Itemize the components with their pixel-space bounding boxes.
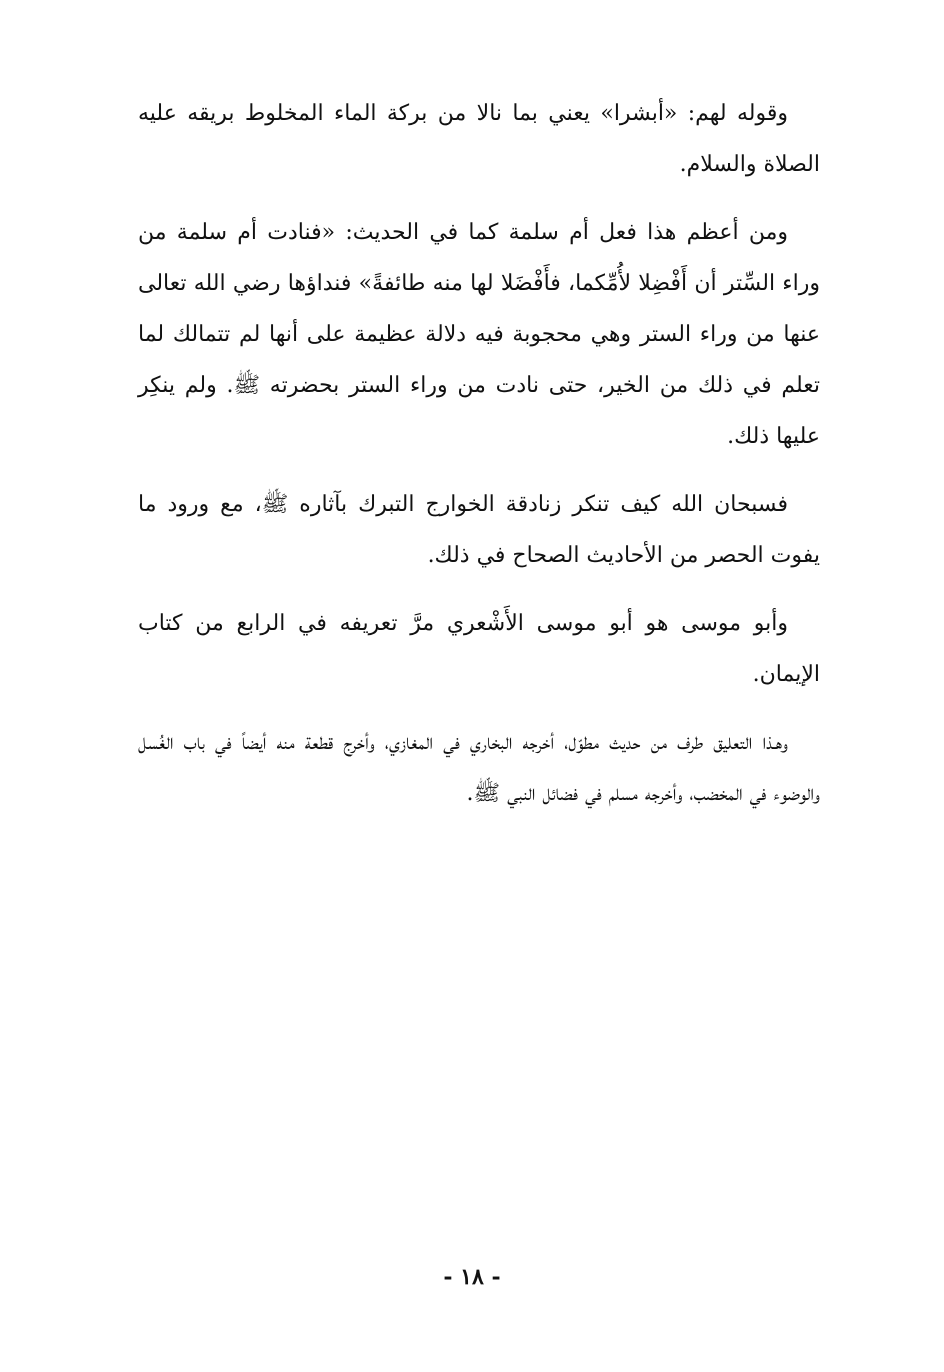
paragraph-3: فسبحان الله كيف تنكر زنادقة الخوارج التبرك بآثاره ﷺ، مع ورود ما يفوت الحصر من الأحاديث الصحاح في ذلك. xyxy=(138,492,820,568)
body-text xyxy=(138,88,820,836)
paragraph-4: وأبو موسى هو أبو موسى الأَشْعري مرَّ تعريفه في الرابع من كتاب الإيمان. xyxy=(138,611,820,687)
paragraph-5: وهـذا التعليق طرف من حديث مطوّل، أخرجه البخاري في المغازي، وأخرج قطعة منه أيضاً في باب الغُسل والوضوء في المخضب، وأخرجه مسلم في فضائل النبي ﷺ. xyxy=(138,730,820,806)
paragraph-1: وقوله لهم: «أبشرا» يعني بما نالا من بركة الماء المخلوط بريقه عليه الصلاة والسلام. xyxy=(138,101,820,177)
paragraph-2: ومن أعظم هذا فعل أم سلمة كما في الحديث: «فنادت أم سلمة من وراء السِّتر أن أَفْضِلا لأُمِّكما، فأَفْضَلا لها منه طائفةً» فنداؤها رضي الله تعالى عنها من وراء الستر وهي محجوبة فيه دلالة عظيمة على أنها لم تتمالك لما تعلم في ذلك من الخير، حتى نادت من وراء الستر بحضرته ﷺ. ولم ينكِر عليها ذلك. xyxy=(138,220,820,449)
page-number: - ١٨ - xyxy=(443,1264,501,1290)
